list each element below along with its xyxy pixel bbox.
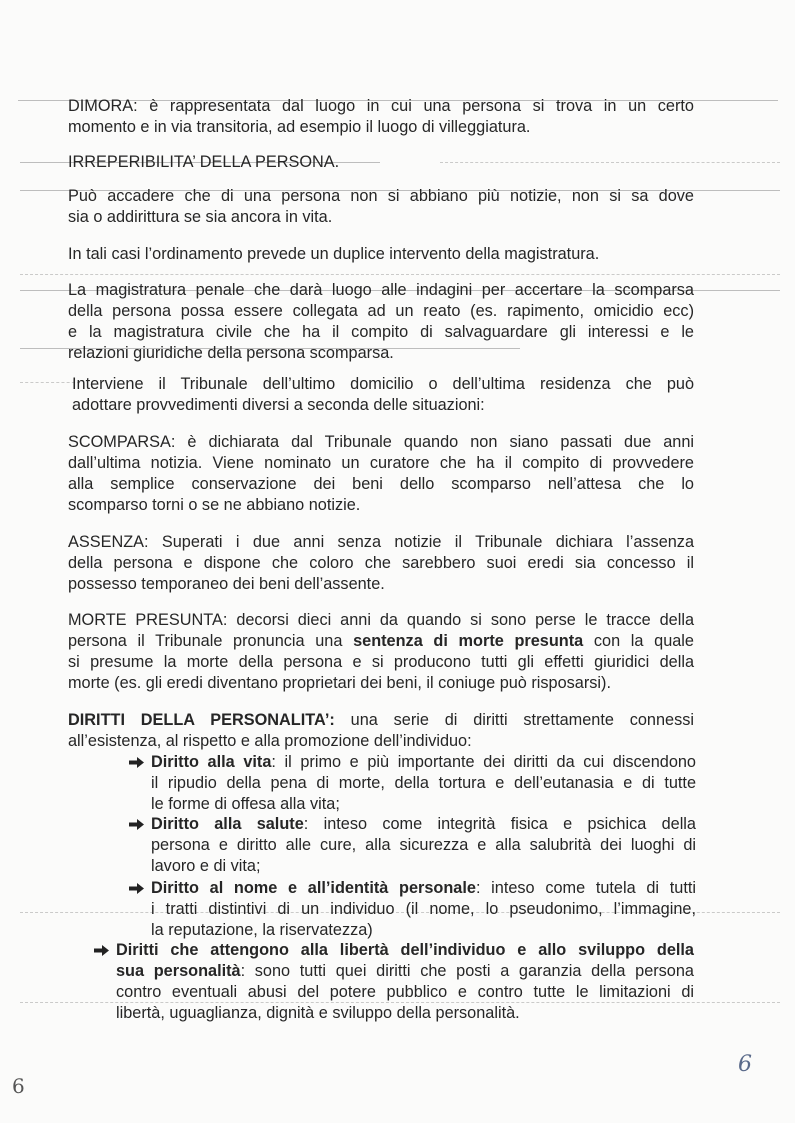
- text-line: Può accadere che di una persona non si abbiano più notizie, non si sa dove: [68, 187, 694, 205]
- text-line: scomparso torni o se ne abbiano notizie.: [68, 496, 361, 514]
- text-line: Interviene il Tribunale dell’ultimo domicilio o dell’ultima residenza che può: [72, 375, 694, 393]
- bold-text: Diritti che attengono alla libertà dell’individuo e allo sviluppo della: [116, 941, 694, 959]
- text-line: il ripudio della pena di morte, della tortura e dell’eutanasia e di tutte: [151, 774, 696, 792]
- text-run: : sono tutti quei diritti che posti a garanzia della persona: [240, 962, 694, 980]
- text-line: persona e diritto alle cure, alla sicurezza e alla salubrità dei luoghi di: [151, 836, 696, 854]
- bullet-diritti-liberta: [116, 940, 694, 1024]
- bold-text: Diritto al nome e all’identità personale: [151, 879, 476, 897]
- text-run: una serie di diritti strettamente connessi: [334, 711, 694, 729]
- paragraph-puo-accadere: [68, 186, 694, 228]
- right-arrow-icon: [92, 940, 112, 961]
- text-line: In tali casi l’ordinamento prevede un duplice intervento della magistratura.: [68, 245, 600, 263]
- text-line: possesso temporaneo dei beni dell’assente.: [68, 575, 385, 593]
- text-line: contro eventuali abusi del potere pubblico e contro tutte le limitazioni di: [116, 983, 694, 1001]
- text-line: IRREPERIBILITA’ DELLA PERSONA.: [68, 153, 340, 171]
- paragraph-morte-presunta: [68, 610, 694, 694]
- bold-text: Diritto alla vita: [151, 753, 272, 771]
- text-line: sia o addirittura se sia ancora in vita.: [68, 208, 333, 226]
- bold-text: sentenza di morte presunta: [353, 632, 584, 650]
- bullet-diritto-nome: [151, 878, 696, 941]
- page-number-left: 6: [12, 1074, 25, 1098]
- text-line: La magistratura penale che darà luogo alle indagini per accertare la scomparsa: [68, 281, 694, 299]
- scan-line: [20, 382, 80, 383]
- text-line: [151, 752, 696, 773]
- scan-line: [20, 274, 780, 275]
- text-line: libertà, uguaglianza, dignità e sviluppo della personalità.: [116, 1004, 520, 1022]
- paragraph-dimora: [68, 96, 694, 138]
- bold-text: sua personalità: [116, 962, 241, 980]
- text-run: : inteso come tutela di tutti: [475, 879, 696, 897]
- text-run: : il primo e più importante dei diritti da cui discendono: [271, 753, 696, 771]
- text-line: [68, 710, 694, 731]
- text-line: della persona possa essere collegata ad un reato (es. rapimento, omicidio ecc): [68, 302, 694, 320]
- text-line: ASSENZA: Superati i due anni senza notizie il Tribunale dichiara l’assenza: [68, 533, 694, 551]
- text-line: lavoro e di vita;: [151, 857, 261, 875]
- text-line: DIMORA: è rappresentata dal luogo in cui una persona si trova in un certo: [68, 97, 694, 115]
- text-line: si presume la morte della persona e si producono tutti gli effetti giuridici della: [68, 653, 694, 671]
- text-line: e la magistratura civile che ha il compito di salvaguardare gli interessi e le: [68, 323, 694, 341]
- bullet-diritto-vita: [151, 752, 696, 815]
- text-line: morte (es. gli eredi diventano proprietari dei beni, il coniuge può risposarsi).: [68, 674, 611, 692]
- text-line: all’esistenza, al rispetto e alla promozione dell’individuo:: [68, 732, 472, 750]
- bold-text: Diritto alla salute: [151, 815, 304, 833]
- paragraph-tali-casi: [68, 244, 694, 265]
- text-line: [151, 814, 696, 835]
- text-line: dall’ultima notizia. Viene nominato un curatore che ha il compito di provvedere: [68, 454, 694, 472]
- text-line: SCOMPARSA: è dichiarata dal Tribunale quando non siano passati due anni: [68, 433, 694, 451]
- text-run: persona il Tribunale pronuncia una: [68, 632, 354, 650]
- text-line: le forme di offesa alla vita;: [151, 795, 340, 813]
- paragraph-magistratura: [68, 280, 694, 364]
- bold-text: DIRITTI DELLA PERSONALITA’:: [68, 711, 335, 729]
- text-line: alla semplice conservazione dei beni dello scomparso nell’attesa che lo: [68, 475, 694, 493]
- heading-irreperibilita: [68, 152, 694, 173]
- paragraph-diritti-personalita: [68, 710, 694, 752]
- text-line: [116, 961, 694, 982]
- page-number-handwritten: 6: [738, 1052, 752, 1077]
- text-line: adottare provvedimenti diversi a seconda delle situazioni:: [72, 396, 485, 414]
- text-line: i tratti distintivi di un individuo (il nome, lo pseudonimo, l’immagine,: [151, 900, 696, 918]
- text-line: [68, 631, 694, 652]
- text-line: MORTE PRESUNTA: decorsi dieci anni da quando si sono perse le tracce della: [68, 611, 694, 629]
- text-line: la reputazione, la riservatezza): [151, 921, 373, 939]
- text-line: della persona e dispone che coloro che sarebbero suoi eredi sia concesso il: [68, 554, 694, 572]
- text-line: relazioni giuridiche della persona scomparsa.: [68, 344, 394, 362]
- right-arrow-icon: [127, 814, 147, 835]
- right-arrow-icon: [127, 752, 147, 773]
- paragraph-scomparsa: [68, 432, 694, 516]
- text-line: momento e in via transitoria, ad esempio il luogo di villeggiatura.: [68, 118, 531, 136]
- text-line: [151, 878, 696, 899]
- right-arrow-icon: [127, 878, 147, 899]
- bullet-diritto-salute: [151, 814, 696, 877]
- text-run: : inteso come integrità fisica e psichica della: [303, 815, 696, 833]
- paragraph-assenza: [68, 532, 694, 595]
- text-run: con la quale: [583, 632, 694, 650]
- paragraph-interviene: [72, 374, 694, 416]
